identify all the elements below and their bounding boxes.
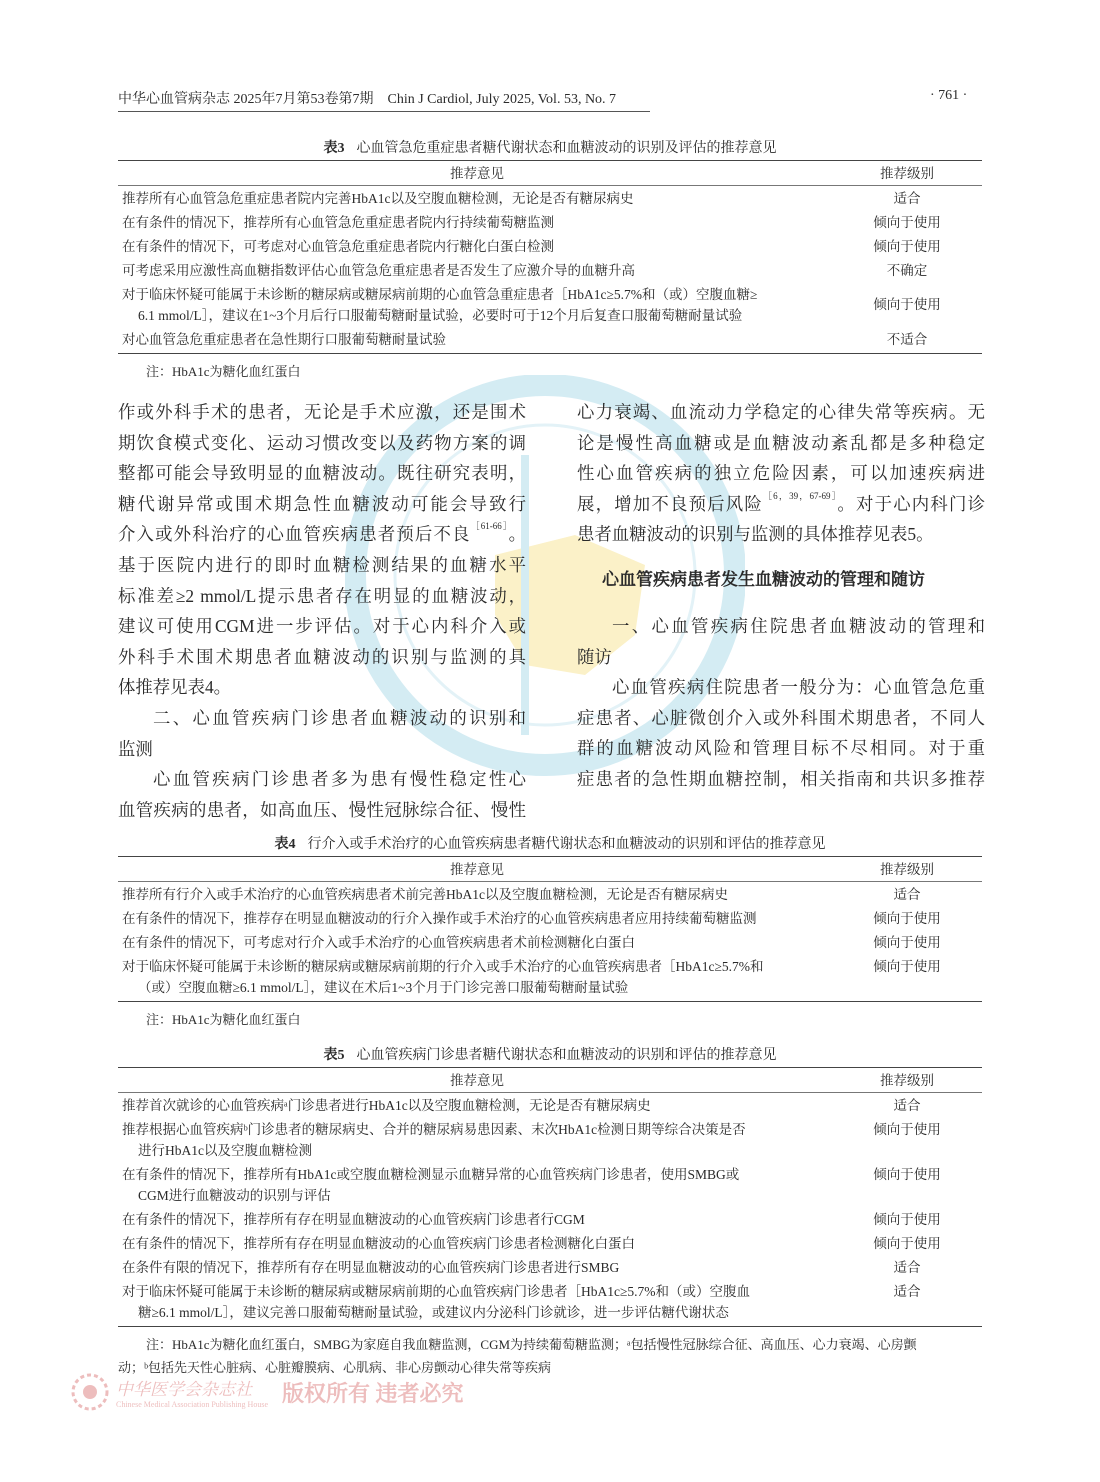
publisher-english: Chinese Medical Association Publishing House (116, 1400, 268, 1409)
line-text: 症患者的急性期血糖控制，相关指南和共识多推荐 (577, 768, 985, 789)
table-row (118, 234, 982, 258)
text-line (118, 458, 526, 489)
line-text: 症患者、心脏微创介入或外科围术期患者，不同人 (577, 707, 985, 728)
table-row (118, 210, 982, 234)
running-header: 中华心血管病杂志 2025年7月第53卷第7期 Chin J Cardiol, July 2025, Vol. 53, No. 7 (118, 88, 650, 112)
recommendation-cell (118, 956, 832, 998)
recommendation-text: 在有条件的情况下，推荐所有心血管急危重症患者院内行持续葡萄糖监测 (122, 214, 554, 230)
table-body (118, 186, 982, 354)
column-header-level: 推荐级别 (880, 165, 934, 181)
line-text: 基于医院内进行的即时血糖检测结果的血糖水平 (118, 554, 526, 575)
line-text: 心血管疾病门诊患者多为患有慢性稳定性心 (153, 769, 526, 790)
table-note-line: 动；ᵇ包括先天性心脏病、心脏瓣膜病、心肌病、非心房颤动心律失常等疾病 (118, 1360, 552, 1375)
recommendation-cell (118, 1281, 832, 1323)
recommendation-text: 对于临床怀疑可能属于未诊断的糖尿病或糖尿病前期的行介入或手术治疗的心血管疾病患者［HbA1c≥5.7%和 (122, 958, 764, 974)
text-line (577, 703, 985, 734)
text-line (577, 428, 985, 459)
recommendation-level-cell: 适合 (893, 190, 921, 206)
recommendation-cell (118, 188, 832, 209)
recommendation-cell (118, 284, 832, 326)
column-header-level: 推荐级别 (880, 1072, 934, 1088)
copyright-notice: 版权所有 违者必究 (282, 1380, 464, 1406)
line-text: 糖代谢异常或围术期急性血糖波动可能会导致行 (118, 493, 526, 514)
text-line (577, 611, 985, 642)
publisher-name: 中华医学会杂志社 (116, 1380, 252, 1399)
line-text: 外科手术围术期患者血糖波动的识别与监测的具 (118, 646, 526, 667)
recommendation-cell (118, 932, 832, 953)
recommendation-level-cell: 倾向于使用 (873, 1121, 941, 1137)
text-line (577, 489, 985, 520)
recommendation-text: 在有条件的情况下，推荐所有存在明显血糖波动的心血管疾病门诊患者行CGM (122, 1211, 585, 1227)
recommendation-cell (118, 1233, 832, 1254)
line-text: 建议可使用CGM进一步评估。对于心内科介入或 (118, 616, 526, 637)
line-text: 期饮食模式变化、运动习惯改变以及药物方案的调 (118, 432, 526, 453)
left-column-text (118, 397, 526, 825)
table-row (118, 1207, 982, 1231)
text-line (118, 428, 526, 459)
table-row (118, 1093, 982, 1117)
recommendation-text: 6.1 mmol/L］，建议在1~3个月后行口服葡萄糖耐量试验，必要时可于12个月后复查口服葡萄糖耐量试验 (138, 307, 743, 323)
recommendation-text: 推荐首次就诊的心血管疾病ᵃ门诊患者进行HbA1c以及空腹血糖检测，无论是否有糖尿病史 (122, 1097, 651, 1113)
recommendation-text: 在有条件的情况下，推荐所有HbA1c或空腹血糖检测显示血糖异常的心血管疾病门诊患者，使用SMBG或 (122, 1166, 740, 1182)
table-title: 行介入或手术治疗的心血管疾病患者糖代谢状态和血糖波动的识别和评估的推荐意见 (307, 837, 826, 852)
recommendation-level-cell: 倾向于使用 (873, 238, 941, 254)
citation-superscript: ［6，39，67-69］ (762, 490, 838, 501)
text-line (577, 519, 985, 550)
recommendation-text: 对心血管急危重症患者在急性期行口服葡萄糖耐量试验 (122, 331, 446, 347)
recommendation-text: 在条件有限的情况下，推荐所有存在明显血糖波动的心血管疾病门诊患者进行SMBG (122, 1259, 620, 1275)
table-note-line: 注：HbA1c为糖化血红蛋白 (146, 364, 301, 379)
table-note (118, 360, 982, 383)
table-label: 表4 (274, 837, 296, 852)
recommendation-level-cell: 适合 (893, 1097, 921, 1113)
recommendation-text: 糖≥6.1 mmol/L］，建议完善口服葡萄糖耐量试验，或建议内分泌科门诊就诊，进一步评估糖代谢状态 (138, 1304, 729, 1320)
line-text: 体推荐见表4。 (118, 677, 232, 698)
table-row (118, 282, 982, 327)
recommendation-text: 进行HbA1c以及空腹血糖检测 (138, 1142, 312, 1158)
table-row (118, 258, 982, 282)
recommendation-cell (118, 212, 832, 233)
text-line (577, 458, 985, 489)
recommendation-level-cell: 倾向于使用 (873, 1235, 941, 1251)
line-text: 随访 (577, 646, 612, 667)
text-line (118, 642, 526, 673)
recommendation-level-cell: 倾向于使用 (873, 934, 941, 950)
text-line (118, 489, 526, 520)
recommendation-text: 推荐所有行介入或手术治疗的心血管疾病患者术前完善HbA1c以及空腹血糖检测，无论是否有糖尿病史 (122, 886, 728, 902)
recommendation-level-cell: 倾向于使用 (873, 958, 941, 974)
column-header-recommendation: 推荐意见 (450, 165, 504, 181)
text-line (118, 672, 526, 703)
line-text: 心血管疾病住院患者一般分为：心血管急危重 (612, 677, 985, 698)
flower-logo-icon (70, 1372, 110, 1412)
recommendation-text: （或）空腹血糖≥6.1 mmol/L］，建议在术后1~3个月于门诊完善口服葡萄糖耐量试验 (138, 979, 629, 995)
recommendation-level-cell: 不适合 (886, 331, 928, 347)
recommendation-text: 在有条件的情况下，可考虑对心血管急危重症患者院内行糖化白蛋白检测 (122, 238, 554, 254)
text-line (577, 672, 985, 703)
line-text: 群的血糖波动风险和管理目标不尽相同。对于重 (577, 738, 985, 759)
text-line (118, 734, 526, 765)
line-text: 血管疾病的患者，如高血压、慢性冠脉综合征、慢性 (118, 799, 526, 820)
table-title: 心血管疾病门诊患者糖代谢状态和血糖波动的识别和评估的推荐意见 (356, 1048, 777, 1063)
table-row (118, 1231, 982, 1255)
line-text: 监测 (118, 738, 153, 759)
table-row (118, 930, 982, 954)
text-line (118, 550, 526, 581)
recommendation-text: 可考虑采用应激性高血糖指数评估心血管急危重症患者是否发生了应激介导的血糖升高 (122, 262, 635, 278)
publisher-logo (70, 1372, 464, 1412)
section-heading (577, 550, 985, 611)
column-header-recommendation: 推荐意见 (450, 861, 504, 877)
table-5 (118, 1045, 982, 1379)
line-text: 介入或外科治疗的心血管疾病患者预后不良 (118, 524, 471, 545)
table-3 (118, 138, 982, 383)
right-column-text (577, 397, 985, 795)
recommendation-cell (118, 1095, 832, 1116)
recommendation-level-cell: 不确定 (886, 262, 928, 278)
text-line (118, 703, 526, 734)
recommendation-level-cell: 适合 (893, 886, 921, 902)
table-label: 表3 (323, 141, 345, 156)
table-note-line: 注：HbA1c为糖化血红蛋白，SMBG为家庭自我血糖监测，CGM为持续葡萄糖监测；ᵃ包括慢性冠脉综合征、高血压、心力衰竭、心房颤 (146, 1337, 917, 1352)
text-line (118, 764, 526, 795)
line-text: 一、心血管疾病住院患者血糖波动的管理和 (612, 615, 985, 636)
line-text: 心血管疾病患者发生血糖波动的管理和随访 (602, 569, 925, 590)
line-text: 。 (508, 524, 526, 545)
recommendation-text: 在有条件的情况下，推荐所有存在明显血糖波动的心血管疾病门诊患者检测糖化白蛋白 (122, 1235, 635, 1251)
line-text: 论是慢性高血糖或是血糖波动紊乱都是多种稳定 (577, 432, 985, 453)
table-note (118, 1008, 982, 1031)
recommendation-cell (118, 884, 832, 905)
recommendation-level-cell: 倾向于使用 (873, 1166, 941, 1182)
recommendation-level-cell: 倾向于使用 (873, 214, 941, 230)
recommendation-cell (118, 260, 832, 281)
recommendation-text: CGM进行血糖波动的识别与评估 (138, 1187, 331, 1203)
text-line (118, 611, 526, 642)
citation-superscript: ［61-66］ (470, 521, 509, 532)
line-text: 二、心血管疾病门诊患者血糖波动的识别和 (153, 707, 526, 728)
recommendation-text: 推荐所有心血管急危重症患者院内完善HbA1c以及空腹血糖检测，无论是否有糖尿病史 (122, 190, 634, 206)
text-line (118, 519, 526, 550)
table-label: 表5 (323, 1048, 345, 1063)
line-text: 心力衰竭、血流动力学稳定的心律失常等疾病。无 (577, 402, 985, 422)
table-4 (118, 834, 982, 1031)
text-line (118, 795, 526, 826)
line-text: 整都可能会导致明显的血糖波动。既往研究表明， (118, 463, 526, 484)
text-line (577, 397, 985, 428)
recommendation-level-cell: 倾向于使用 (873, 1211, 941, 1227)
recommendation-text: 在有条件的情况下，可考虑对行介入或手术治疗的心血管疾病患者术前检测糖化白蛋白 (122, 934, 635, 950)
recommendation-text: 对于临床怀疑可能属于未诊断的糖尿病或糖尿病前期的心血管急重症患者［HbA1c≥5.7%和（或）空腹血糖≥ (122, 286, 758, 302)
column-header-level: 推荐级别 (880, 861, 934, 877)
table-body (118, 882, 982, 1002)
table-row (118, 1162, 982, 1207)
table-caption (118, 1045, 982, 1067)
recommendation-cell (118, 236, 832, 257)
table-header-row (118, 1068, 982, 1093)
recommendation-level-cell: 适合 (893, 1259, 921, 1275)
table-row (118, 1255, 982, 1279)
recommendation-level-cell: 倾向于使用 (873, 297, 941, 312)
text-line (577, 733, 985, 764)
line-text: 展，增加不良预后风险 (577, 493, 763, 514)
recommendation-cell (118, 329, 832, 350)
table-caption (118, 834, 982, 856)
table-row (118, 954, 982, 999)
table-title: 心血管急危重症患者糖代谢状态和血糖波动的识别及评估的推荐意见 (356, 141, 777, 156)
text-line (118, 581, 526, 612)
table-header-row (118, 161, 982, 186)
table-header-row (118, 857, 982, 882)
table-row (118, 186, 982, 210)
line-text: 作或外科手术的患者，无论是手术应激，还是围术 (118, 402, 526, 422)
recommendation-cell (118, 1164, 832, 1206)
recommendation-level-cell: 适合 (893, 1283, 921, 1299)
table-row (118, 882, 982, 906)
line-text: 标准差≥2 mmol/L提示患者存在明显的血糖波动， (118, 585, 526, 606)
recommendation-cell (118, 1257, 832, 1278)
recommendation-text: 在有条件的情况下，推荐存在明显血糖波动的行介入操作或手术治疗的心血管疾病患者应用持续葡萄糖监测 (122, 910, 757, 926)
recommendation-cell (118, 908, 832, 929)
table-row (118, 1117, 982, 1162)
table-row (118, 1279, 982, 1324)
recommendation-text: 推荐根据心血管疾病ᵇ门诊患者的糖尿病史、合并的糖尿病易患因素、末次HbA1c检测日期等综合决策是否 (122, 1121, 746, 1137)
column-header-recommendation: 推荐意见 (450, 1072, 504, 1088)
text-line (118, 397, 526, 428)
table-row (118, 906, 982, 930)
text-line (577, 642, 985, 673)
recommendation-text: 对于临床怀疑可能属于未诊断的糖尿病或糖尿病前期的心血管疾病门诊患者［HbA1c≥5.7%和（或）空腹血 (122, 1283, 751, 1299)
recommendation-cell (118, 1119, 832, 1161)
table-row (118, 327, 982, 351)
text-line (577, 764, 985, 795)
line-text: 。对于心内科门诊 (837, 493, 985, 514)
table-note-line: 注：HbA1c为糖化血红蛋白 (146, 1012, 301, 1027)
recommendation-cell (118, 1209, 832, 1230)
line-text: 性心血管疾病的独立危险因素，可以加速疾病进 (577, 463, 985, 484)
line-text: 患者血糖波动的识别与监测的具体推荐见表5。 (577, 524, 934, 545)
table-caption (118, 138, 982, 160)
recommendation-level-cell: 倾向于使用 (873, 910, 941, 926)
page-number: · 761 · (930, 88, 968, 103)
table-body (118, 1093, 982, 1327)
